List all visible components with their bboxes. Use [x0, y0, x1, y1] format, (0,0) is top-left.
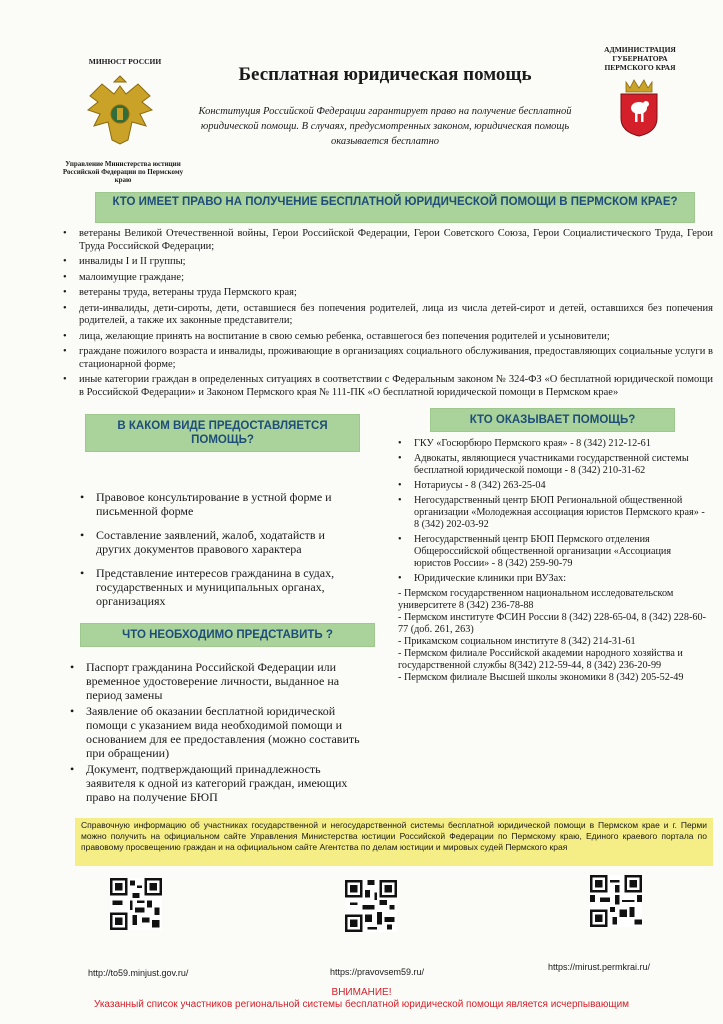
- list-item: • инвалиды I и II группы;: [63, 256, 713, 269]
- info-box: Справочную информацию об участниках государственной и негосударственной системы бесплатной юридической помощи в Пермском крае и г. Перми можно получить на официальном сайте Управления Министерства юстиции Российской Федерации по Пермскому краю, Единого краевого портала по правовому просвещению граждан и на официальном сайте Агентства по делам юстиции и мировых судей Пермского края: [75, 818, 713, 866]
- list-item: • ветераны труда, ветераны труда Пермского края;: [63, 287, 713, 300]
- clinic-item: - Пермском филиале Российской академии народного хозяйства и государственной службы 8(342) 212-59-44, 8 (342) 236-20-99: [398, 648, 683, 671]
- list-item: • Заявление об оказании бесплатной юридической помощи с указанием вида необходимой помощи и основанием для ее предоставления (можно составить при обращении): [70, 704, 370, 760]
- page-subtitle: Конституция Российской Федерации гарантирует право на получение бесплатной юридической помощи. В случаях, предусмотренных законом, юридическая помощь оказывается бесплатно: [198, 106, 572, 147]
- list-item: • граждане пожилого возраста и инвалиды, проживающие в организациях социального обслуживания, предоставляющих социальные услуги в стационарной форме;: [63, 346, 713, 371]
- page-title: Бесплатная юридическая помощь: [238, 64, 532, 85]
- admin-label: АДМИНИСТРАЦИЯ ГУБЕРНАТОРА ПЕРМСКОГО КРАЯ: [604, 45, 676, 72]
- forms-list: [80, 490, 350, 618]
- minjust-label: МИНЮСТ РОССИИ: [88, 57, 162, 66]
- clinic-item: - Пермском государственном национальном исследовательском университете 8 (342) 236-78-88: [398, 588, 674, 611]
- list-item: • Юридические клиники при ВУЗах:: [398, 573, 710, 585]
- list-item: • дети-инвалиды, дети-сироты, дети, оставшиеся без попечения родителей, лица из числа детей-сирот и детей, оставшихся без попечения родителей, а также их законные представители;: [63, 303, 713, 328]
- clinic-item: - Прикамском социальном институте 8 (342) 214-31-61: [398, 636, 636, 647]
- providers-list: [398, 438, 710, 585]
- list-item: • Негосударственный центр БЮП Региональной общественной организации «Молодежная ассоциация юристов Пермского края» - 8 (342) 202-03-92: [398, 495, 710, 531]
- list-item: • Представление интересов гражданина в судах, государственных и муниципальных органах, организациях: [80, 566, 350, 608]
- link-mirust[interactable]: https://mirust.permkrai.ru/: [548, 962, 651, 972]
- documents-heading: ЧТО НЕОБХОДИМО ПРЕДСТАВИТЬ ?: [80, 623, 375, 647]
- link-minjust[interactable]: http://to59.minjust.gov.ru/: [88, 968, 189, 978]
- double-headed-eagle-emblem: [80, 74, 160, 154]
- list-item: • Документ, подтверждающий принадлежность заявителя к одной из категорий граждан, имеющих право на получение БЮП: [70, 762, 370, 804]
- clinic-item: - Пермском институте ФСИН России 8 (342) 228-65-04, 8 (342) 228-60-77 (доб. 261, 263): [398, 612, 706, 635]
- list-item: • Составление заявлений, жалоб, ходатайств и других документов правового характера: [80, 528, 350, 556]
- qr-code-pravovsem[interactable]: [345, 880, 397, 937]
- list-item: • Негосударственный центр БЮП Пермского отделения Общероссийской общественной организации «Ассоциация юристов России» - 8 (342) 259-90-79: [398, 534, 710, 570]
- perm-krai-coat-of-arms: [616, 78, 662, 138]
- list-item: • малоимущие граждане;: [63, 272, 713, 285]
- eligibility-heading: КТО ИМЕЕТ ПРАВО НА ПОЛУЧЕНИЕ БЕСПЛАТНОЙ ЮРИДИЧЕСКОЙ ПОМОЩИ В ПЕРМСКОМ КРАЕ?: [95, 192, 695, 223]
- qr-code-minjust[interactable]: [110, 878, 162, 935]
- link-pravovsem[interactable]: https://pravovsem59.ru/: [330, 967, 425, 977]
- minjust-department-label: Управление Министерства юстиции Российской Федерации по Пермскому краю: [62, 160, 184, 184]
- providers-block: [398, 438, 710, 684]
- list-item: • Адвокаты, являющиеся участниками государственной системы бесплатной юридической помощи - 8 (342) 210-31-62: [398, 453, 710, 477]
- documents-list: [70, 660, 370, 806]
- warning-title: ВНИМАНИЕ!: [331, 987, 392, 998]
- clinic-item: - Пермском филиале Высшей школы экономики 8 (342) 205-52-49: [398, 672, 684, 683]
- warning-block: [0, 987, 723, 1011]
- list-item: • лица, желающие принять на воспитание в свою семью ребенка, оставшегося без попечения родителей и усыновители;: [63, 331, 713, 344]
- qr-code-mirust[interactable]: [590, 875, 642, 932]
- list-item: • ветераны Великой Отечественной войны, Герои Российской Федерации, Герои Советского Союза, Герои Социалистического Труда, Герои Труда Российской Федерации;: [63, 228, 713, 253]
- list-item: • ГКУ «Госюрбюро Пермского края» - 8 (342) 212-12-61: [398, 438, 710, 450]
- list-item: • Нотариусы - 8 (342) 263-25-04: [398, 480, 710, 492]
- eligibility-list: [63, 228, 713, 402]
- warning-text: Указанный список участников региональной системы бесплатной юридической помощи является исчерпывающим: [93, 999, 630, 1010]
- list-item: • иные категории граждан в определенных ситуациях в соответствии с Федеральным законом № 324-ФЗ «О бесплатной юридической помощи в Российской Федерации» и Законом Пермского края № 111-ПК «О бесплатной юридической помощи в Пермском крае»: [63, 374, 713, 399]
- forms-heading: В КАКОМ ВИДЕ ПРЕДОСТАВЛЯЕТСЯ ПОМОЩЬ?: [85, 414, 360, 452]
- list-item: • Паспорт гражданина Российской Федерации или временное удостоверение личности, выданное на период замены: [70, 660, 370, 702]
- providers-heading: КТО ОКАЗЫВАЕТ ПОМОЩЬ?: [430, 408, 675, 432]
- list-item: • Правовое консультирование в устной форме и письменной форме: [80, 490, 350, 518]
